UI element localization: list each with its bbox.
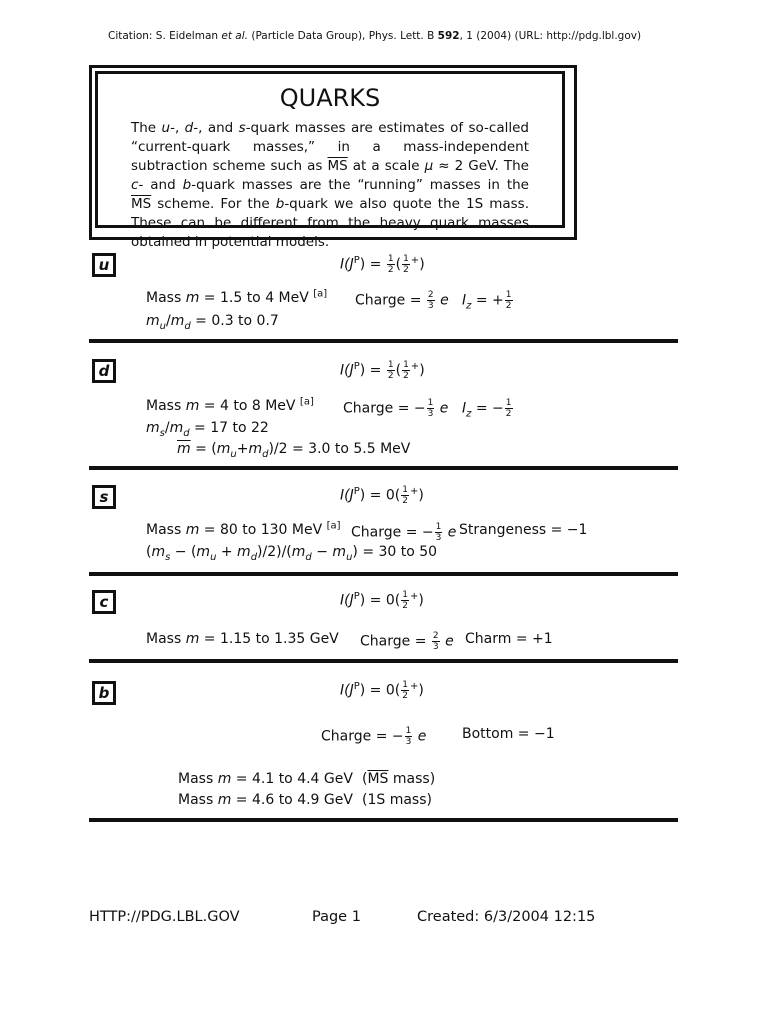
b-mass-ms: Mass m = 4.1 to 4.4 GeV [178, 771, 353, 787]
d-quantum-numbers: $I(J^P)$ = $\frac{1}{2}$ ( $\frac{1}{2}$ +) [340, 360, 425, 381]
s-strangeness: Strangeness = −1 [459, 522, 588, 538]
citation-prefix: Citation: S. Eidelman [108, 30, 219, 42]
quark-label-d: d [92, 359, 116, 383]
u-isospin: $I_z$ = + $\frac{1}{2}$ [462, 290, 512, 312]
title-box-inner [95, 71, 565, 250]
b-charge: Charge = − $\frac{1}{3}$ e [321, 726, 427, 747]
s-mass-expression: $(m_s - (m_u + m_d)/2)/(m_d - m_u) = 30$ to 50 [146, 544, 438, 563]
citation-etal: et al. [221, 30, 248, 42]
b-mass-ms-scheme: ($\overline{MS}$ mass) [362, 771, 436, 787]
u-quantum-numbers: $I(J^P)$ = $\frac{1}{2}$ ( $\frac{1}{2}$ +) [340, 254, 425, 275]
citation-suffix: , 1 (2004) (URL: http://pdg.lbl.gov) [459, 30, 642, 42]
quark-label-u: u [92, 253, 116, 277]
c-quantum-numbers: $I(J^P) = 0$( $\frac{1}{2}$ +) [340, 590, 424, 611]
section-divider [89, 339, 678, 343]
d-mass-line: Mass m = 4 to 8 MeV [a] [146, 396, 314, 414]
quark-label-b: b [92, 681, 116, 705]
b-mass-1s-scheme: (1S mass) [362, 792, 432, 808]
citation-journal: (Particle Data Group), Phys. Lett. B [251, 30, 435, 42]
s-charge: Charge = − $\frac{1}{3}$ e [351, 522, 457, 543]
d-mean-light-mass: $\overline{m} = (m_u+m_d)/2 = 3.0$ to 5.5 MeV [177, 441, 411, 460]
d-footnote-ref: [a] [299, 396, 314, 408]
b-mass-1s: Mass m = 4.6 to 4.9 GeV [178, 792, 353, 808]
quark-label-c: c [92, 590, 116, 614]
s-footnote-ref: [a] [326, 520, 341, 532]
c-mass-line: Mass m = 1.15 to 1.35 GeV [146, 631, 339, 647]
b-quantum-numbers: $I(J^P) = 0$( $\frac{1}{2}$ +) [340, 680, 424, 701]
d-charge: Charge = − $\frac{1}{3}$ e [343, 398, 449, 419]
section-divider [89, 659, 678, 663]
citation-volume: 592 [437, 30, 460, 42]
footer-page-number: Page 1 [312, 909, 361, 925]
u-charge: Charge = $\frac{2}{3}$ e [355, 290, 449, 311]
d-isospin: $I_z$ = − $\frac{1}{2}$ [462, 398, 512, 420]
c-charm: Charm = +1 [465, 631, 553, 647]
footer-url: HTTP://PDG.LBL.GOV [89, 909, 240, 925]
u-mass-line: Mass m = 1.5 to 4 MeV [a] [146, 288, 328, 306]
quark-label-s: s [92, 485, 116, 509]
intro-paragraph: The u-, d-, and s-quark masses are estimates of so-called “current-quark masses,” in a mass-independent subtraction scheme such as $\overline{MS}$ at a scale μ ≈ 2 GeV. The c- and b-quark masses are the “running” masses in the $\overline{MS}$ scheme. For the b-quark we also quote the 1S mass. These can be different from the heavy quark masses obtained in potential models. [131, 120, 529, 250]
c-charge: Charge = $\frac{2}{3}$ e [360, 631, 454, 652]
title-box [89, 65, 577, 250]
s-quantum-numbers: $I(J^P) = 0$( $\frac{1}{2}$ +) [340, 485, 424, 506]
s-mass-line: Mass m = 80 to 130 MeV [a] [146, 520, 341, 538]
section-divider [89, 466, 678, 470]
b-bottom: Bottom = −1 [462, 726, 555, 742]
section-divider [89, 572, 678, 576]
footer-created-date: Created: 6/3/2004 12:15 [417, 909, 596, 925]
d-mass-ratio: $m_s/m_d = 17$ to 22 [146, 420, 269, 439]
citation [108, 30, 641, 42]
u-mass-ratio: $m_u/m_d = 0.3$ to 0.7 [146, 313, 279, 332]
page-title: QUARKS [279, 84, 381, 112]
section-divider [89, 818, 678, 822]
u-footnote-ref: [a] [313, 288, 328, 300]
